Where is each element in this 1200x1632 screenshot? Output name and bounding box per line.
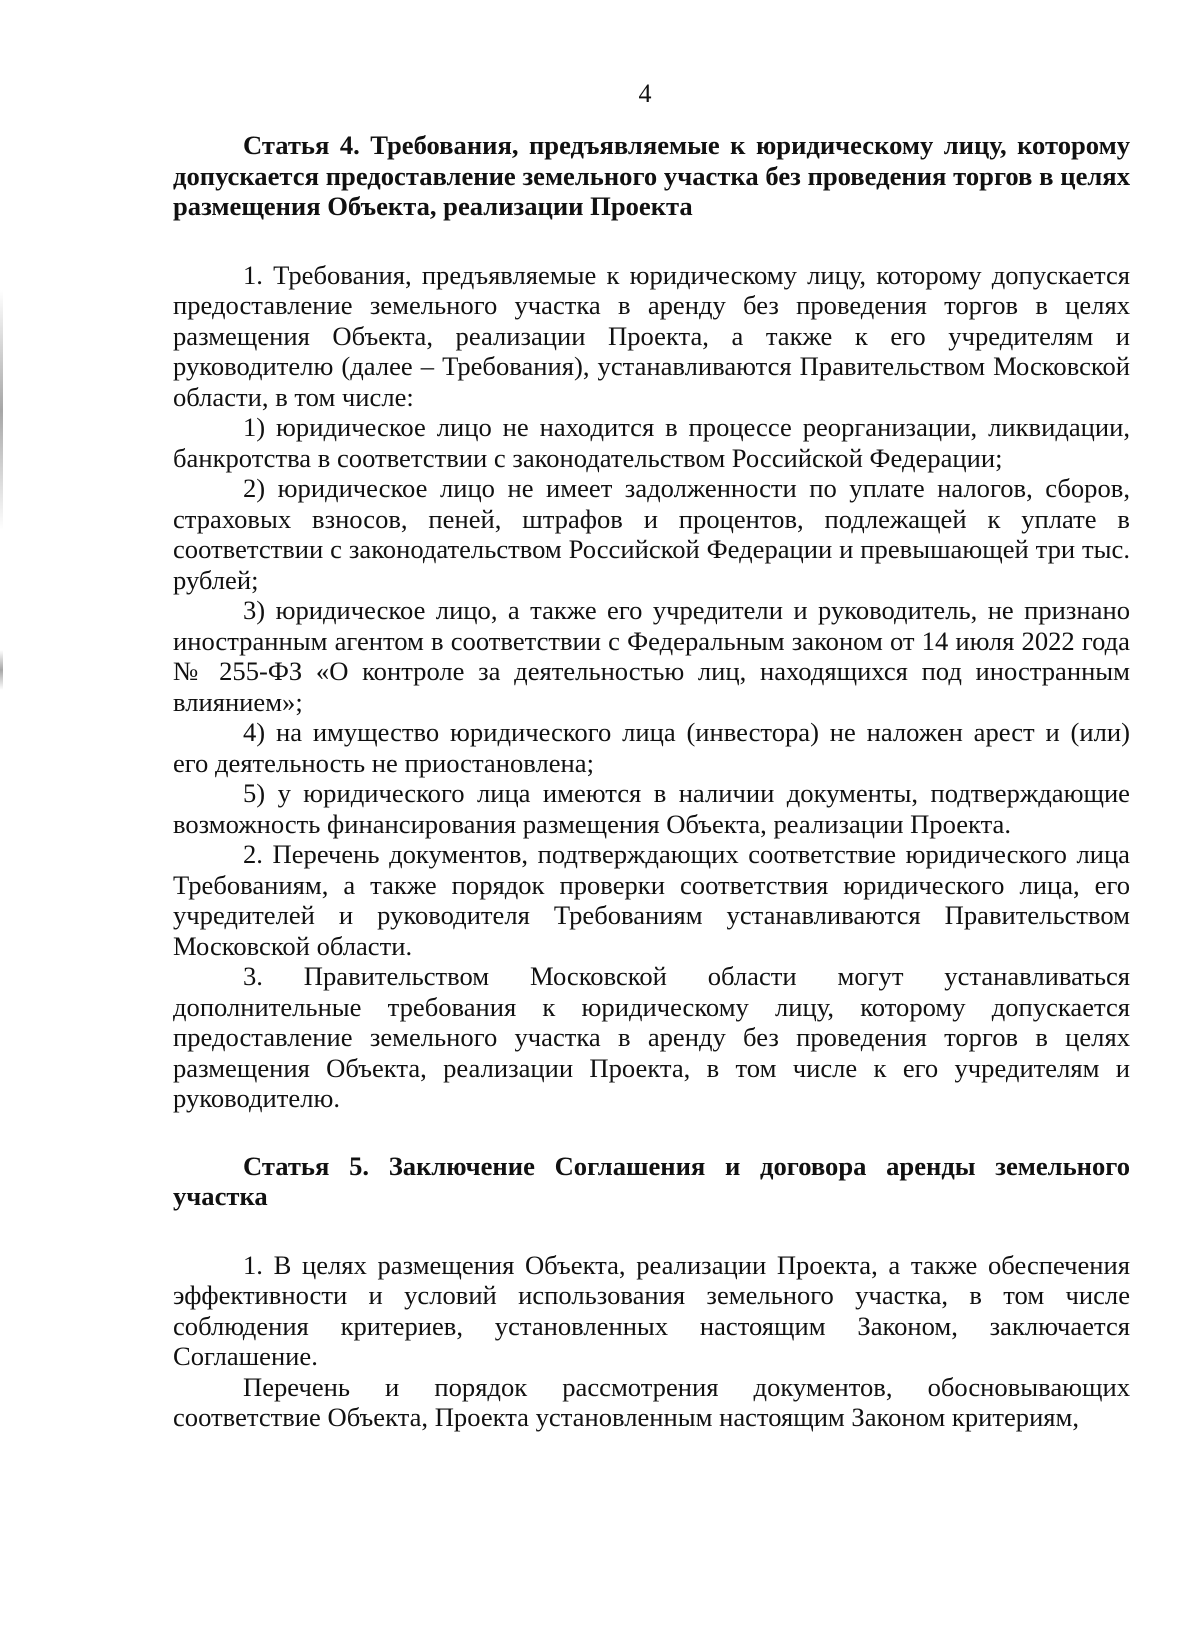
article-4-paragraph-2: 2. Перечень документов, подтверждающих соответствие юридического лица Требованиям, а также порядок проверки соответствия юридического лица, его учредителей и руководителя Требованиям устанавливаются Правительством Московской области. [173,839,1130,961]
article-4-item-1: 1) юридическое лицо не находится в процессе реорганизации, ликвидации, банкротства в соответствии с законодательством Российской Федерации; [173,412,1130,473]
article-4-paragraph-1: 1. Требования, предъявляемые к юридическому лицу, которому допускается предоставление земельного участка в аренду без проведения торгов в целях размещения Объекта, реализации Проекта, а также к его учредителям и руководителю (далее – Требования), устанавливаются Правительством Московской области, в том числе: [173,259,1130,412]
article-5-heading: Статья 5. Заключение Соглашения и договора аренды земельного участка [173,1150,1130,1211]
article-5-paragraph-1: 1. В целях размещения Объекта, реализации Проекта, а также обеспечения эффективности и условий использования земельного участка, в том числе соблюдения критериев, установленных настоящим Законом, заключается Соглашение. [173,1249,1130,1371]
article-4-heading: Статья 4. Требования, предъявляемые к юридическому лицу, которому допускается предоставление земельного участка без проведения торгов в целях размещения Объекта, реализации Проекта [173,130,1130,221]
document-body [173,130,1130,1433]
article-4-paragraph-3: 3. Правительством Московской области могут устанавливаться дополнительные требования к юридическому лицу, которому допускается предоставление земельного участка в аренду без проведения торгов в целях размещения Объекта, реализации Проекта, в том числе к его учредителям и руководителю. [173,961,1130,1113]
article-5-paragraph-2: Перечень и порядок рассмотрения документов, обосновывающих соответствие Объекта, Проекта установленным настоящим Законом критериям, [173,1371,1130,1432]
article-4-item-2: 2) юридическое лицо не имеет задолженности по уплате налогов, сборов, страховых взносов, пеней, штрафов и процентов, подлежащей к уплате в соответствии с законодательством Российской Федерации и превышающей три тыс. рублей; [173,473,1130,595]
article-4-item-4: 4) на имущество юридического лица (инвестора) не наложен арест и (или) его деятельность не приостановлена; [173,717,1130,778]
article-4-item-5: 5) у юридического лица имеются в наличии документы, подтверждающие возможность финансирования размещения Объекта, реализации Проекта. [173,778,1130,839]
article-4-item-3: 3) юридическое лицо, а также его учредители и руководитель, не признано иностранным агентом в соответствии с Федеральным законом от 14 июля 2022 года № 255-ФЗ «О контроле за деятельностью лиц, находящихся под иностранным влиянием»; [173,595,1130,717]
scan-edge-mark [0,290,3,530]
page-number: 4 [638,79,652,108]
scan-edge-mark [0,650,3,690]
